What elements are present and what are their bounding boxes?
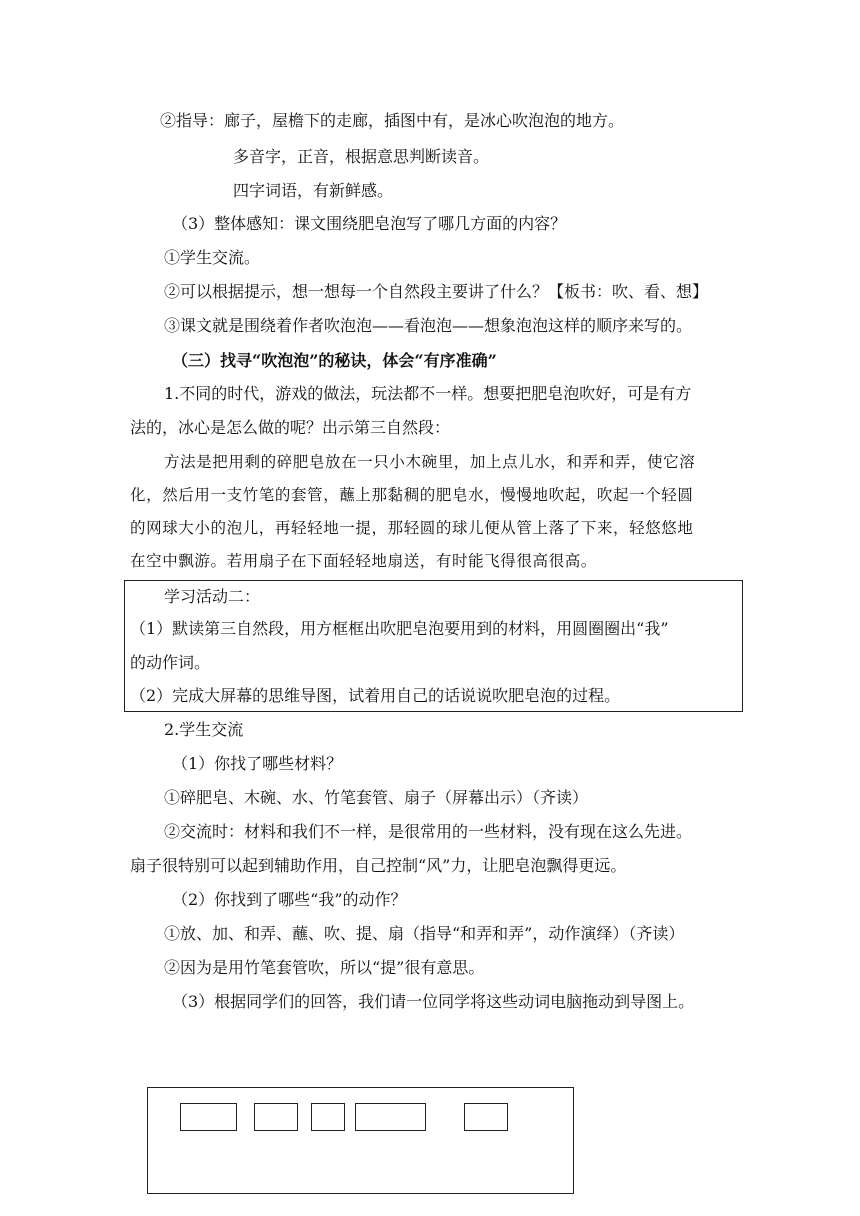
materials-question: （1）你找了哪些材料？ bbox=[172, 754, 343, 773]
activity-item-1-cont: 的动作词。 bbox=[130, 653, 211, 672]
actions-comment: ②因为是用竹笔套管吹，所以“提”很有意思。 bbox=[164, 958, 485, 977]
exchange-heading: 2.学生交流 bbox=[164, 720, 244, 739]
activity-item-2: （2）完成大屏幕的思维导图，试着用自己的话说说吹肥皂泡的过程。 bbox=[130, 686, 621, 705]
excerpt-line-3: 的网球大小的泡儿，再轻轻地一提，那轻圆的球儿便从管上落了下来，轻悠悠地 bbox=[130, 519, 694, 537]
actions-question: （2）你找到了哪些“我”的动作？ bbox=[172, 890, 407, 909]
excerpt-line-2: 化，然后用一支竹笔的套管，蘸上那黏稠的肥皂水，慢慢地吹起，吹起一个轻圆 bbox=[130, 486, 694, 504]
mind-map-slot bbox=[355, 1103, 426, 1131]
materials-answer: ①碎肥皂、木碗、水、竹笔套管、扇子（屏幕出示）（齐读） bbox=[164, 788, 589, 807]
mind-map-slot bbox=[311, 1103, 345, 1131]
activity-item-1: （1）默读第三自然段，用方框框出吹肥皂泡要用到的材料，用圆圈圈出“我” bbox=[130, 619, 669, 638]
idiom-line: 四字词语，有新鲜感。 bbox=[233, 181, 394, 200]
activity-title: 学习活动二： bbox=[164, 587, 261, 606]
order-line: ③课文就是围绕着作者吹泡泡——看泡泡——想象泡泡这样的顺序来写的。 bbox=[164, 316, 693, 335]
guidance-line: ②指导：廊子，屋檐下的走廊，插图中有，是冰心吹泡泡的地方。 bbox=[160, 111, 625, 130]
polyphone-line: 多音字，正音，根据意思判断读音。 bbox=[233, 147, 490, 166]
excerpt-line-4: 在空中飘游。若用扇子在下面轻轻地扇送，有时能飞得很高很高。 bbox=[130, 552, 597, 570]
overview-line: （3）整体感知：课文围绕肥皂泡写了哪几方面的内容？ bbox=[172, 214, 567, 233]
student-exchange-line: ①学生交流。 bbox=[164, 248, 261, 267]
actions-answer: ①放、加、和弄、蘸、吹、提、扇（指导“和弄和弄”，动作演绎）（齐读） bbox=[164, 924, 685, 943]
excerpt-line-1: 方法是把用剩的碎肥皂放在一只小木碗里，加上点儿水，和弄和弄，使它溶 bbox=[164, 453, 696, 471]
mind-map-slot bbox=[254, 1103, 298, 1131]
section-heading: （三）找寻“吹泡泡”的秘诀，体会“有序准确” bbox=[172, 351, 497, 370]
materials-comment-1: ②交流时：材料和我们不一样，是很常用的一些材料，没有现在这么先进。 bbox=[164, 822, 693, 841]
hint-line: ②可以根据提示，想一想每一个自然段主要讲了什么？【板书：吹、看、想】 bbox=[164, 282, 709, 301]
intro-line-1: 1.不同的时代，游戏的做法，玩法都不一样。想要把肥皂泡吹好，可是有方 bbox=[164, 384, 692, 403]
materials-comment-2: 扇子很特别可以起到辅助作用，自己控制“风”力，让肥皂泡飘得更远。 bbox=[130, 856, 627, 875]
mind-map-slot bbox=[180, 1103, 237, 1131]
drag-instruction: （3）根据同学们的回答，我们请一位同学将这些动词电脑拖动到导图上。 bbox=[172, 992, 695, 1011]
mind-map-slot bbox=[464, 1103, 508, 1131]
intro-line-2: 法的，冰心是怎么做的呢？出示第三自然段： bbox=[130, 418, 451, 437]
